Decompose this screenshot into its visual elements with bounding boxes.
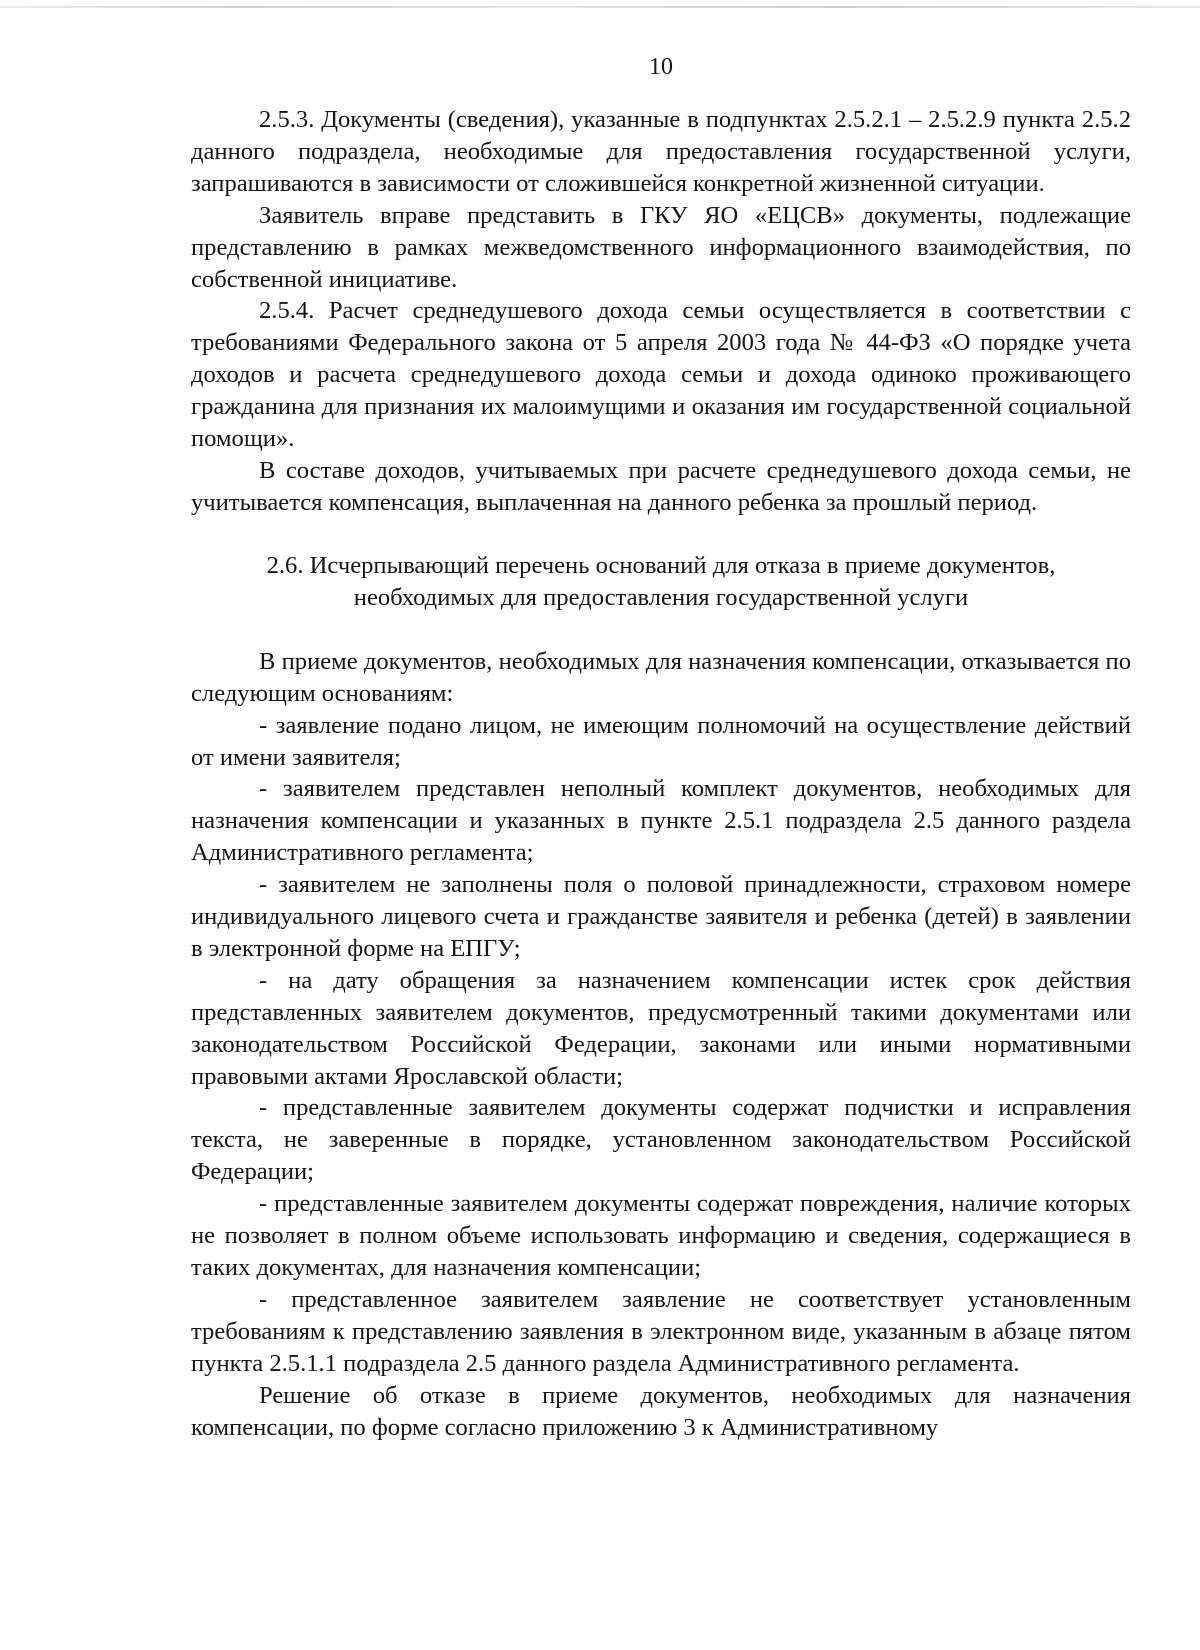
section-heading-2-6 — [191, 550, 1131, 614]
paragraph-refusal-decision: Решение об отказе в приеме документов, необходимых для назначения компенсации, по форме согласно приложению 3 к Административному — [191, 1381, 1131, 1441]
paragraph-2-5-4: 2.5.4. Расчет среднедушевого дохода семьи осуществляется в соответствии с требованиями Федерального закона от 5 апреля 2003 года № 44-ФЗ «О порядке учета доходов и расчета среднедушевого дохода семьи и дохода одиноко проживающего гражданина для признания их малоимущими и оказания им государственной социальной помощи». — [191, 297, 1131, 453]
section-heading-line-1: 2.6. Исчерпывающий перечень оснований для отказа в приеме документов, — [266, 551, 1056, 579]
list-item-erasures: - представленные заявителем документы содержат подчистки и исправления текста, не заверенные в порядке, установленном законодательством Российской Федерации; — [191, 1094, 1131, 1186]
list-item-damaged-documents: - представленные заявителем документы содержат повреждения, наличие которых не позволяет в полном объеме использовать информацию и сведения, содержащиеся в таких документах, для назначения компенсации; — [191, 1190, 1131, 1281]
page-number: 10 — [649, 54, 673, 80]
list-item-expired-documents: - на дату обращения за назначением компенсации истек срок действия представленных заявителем документов, предусмотренный такими документами или законодательством Российской Федерации, законами или иными нормативными правовыми актами Ярославской области; — [191, 966, 1131, 1090]
list-item-fields-not-filled: - заявителем не заполнены поля о половой принадлежности, страховом номере индивидуального лицевого счета и гражданстве заявителя и ребенка (детей) в заявлении в электронной форме на ЕПГУ; — [191, 871, 1131, 962]
list-item-electronic-form-mismatch: - представленное заявителем заявление не соответствует установленным требованиям к представлению заявления в электронном виде, указанным в абзаце пятом пункта 2.5.1.1 подраздела 2.5 данного раздела Административного регламента. — [191, 1285, 1131, 1377]
paragraph-income-composition: В составе доходов, учитываемых при расчете среднедушевого дохода семьи, не учитывается компенсация, выплаченная на данного ребенка за прошлый период. — [191, 456, 1131, 516]
paragraph-applicant-right: Заявитель вправе представить в ГКУ ЯО «ЕЦСВ» документы, подлежащие представлению в рамках межведомственного информационного взаимодействия, по собственной инициативе. — [191, 201, 1131, 293]
document-page — [191, 52, 1131, 1443]
list-item-incomplete-set: - заявителем представлен неполный комплект документов, необходимых для назначения компенсации и указанных в пункте 2.5.1 подраздела 2.5 данного раздела Административного регламента; — [191, 775, 1131, 867]
scan-edge-line — [0, 6, 1200, 8]
paragraph-refusal-intro: В приеме документов, необходимых для назначения компенсации, отказывается по следующим основаниям: — [191, 647, 1131, 707]
paragraph-2-5-3: 2.5.3. Документы (сведения), указанные в подпунктах 2.5.2.1 – 2.5.2.9 пункта 2.5.2 данного подраздела, необходимые для предоставления государственной услуги, запрашиваются в зависимости от сложившейся конкретной жизненной ситуации. — [191, 106, 1131, 197]
list-item-no-authority: - заявление подано лицом, не имеющим полномочий на осуществление действий от имени заявителя; — [191, 711, 1131, 771]
section-heading-line-2: необходимых для предоставления государственной услуги — [353, 583, 969, 611]
